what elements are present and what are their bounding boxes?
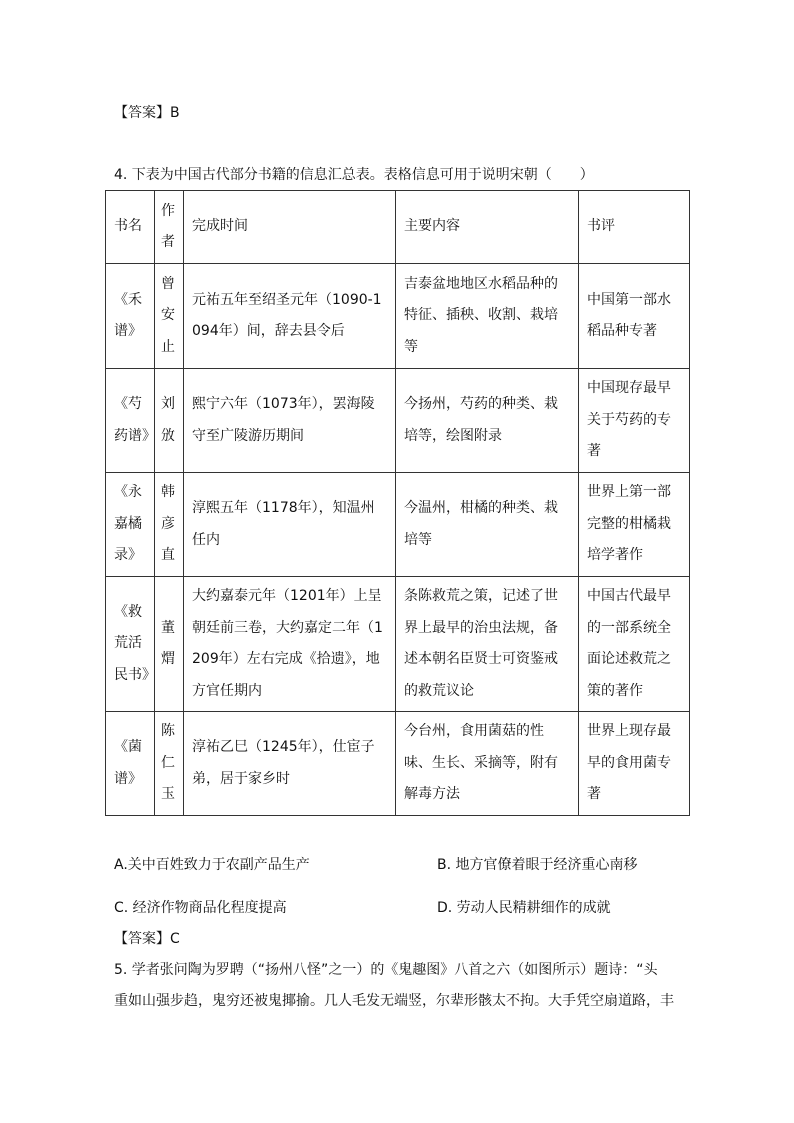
header-cell: 主要内容: [396, 191, 579, 264]
book-info-table: [105, 190, 690, 816]
book-title-cell: 《禾谱》: [106, 264, 155, 369]
author-cell: 陈仁玉: [155, 712, 184, 816]
content-cell: 条陈救荒之策，记述了世界上最早的治虫法规，备述本朝名臣贤士可资鉴戒的救荒议论: [396, 577, 579, 712]
header-cell: 书名: [106, 191, 155, 264]
table-row: [106, 369, 690, 473]
table-row: [106, 264, 690, 369]
content-cell: 吉泰盆地地区水稻品种的特征、插秧、收割、栽培等: [396, 264, 579, 369]
question-5-line-2: 重如山强步趋，鬼穷还被鬼揶揄。几人毛发无端竖，尔辈形骸太不拘。大手凭空扇道路，丰: [114, 993, 674, 1009]
review-cell: 中国现存最早关于芍药的专著: [579, 369, 690, 473]
book-title-cell: 《永嘉橘录》: [106, 473, 155, 577]
answer-value: C: [170, 931, 180, 947]
question-5-line-1: 5. 学者张问陶为罗聘（“扬州八怪”之一）的《鬼趣图》八首之六（如图所示）题诗：“头: [114, 962, 658, 978]
review-cell: 世界上第一部完整的柑橘栽培学著作: [579, 473, 690, 577]
book-title-cell: 《救荒活民书》: [106, 577, 155, 712]
author-cell: 董煟: [155, 577, 184, 712]
option-c: C. 经济作物商品化程度提高: [114, 900, 287, 916]
content-cell: 今温州，柑橘的种类、栽培等: [396, 473, 579, 577]
book-title-cell: 《芍药谱》: [106, 369, 155, 473]
header-cell: 作者: [155, 191, 184, 264]
author-cell: 曾安止: [155, 264, 184, 369]
time-cell: 元祐五年至绍圣元年（1090-1094年）间，辞去县令后: [184, 264, 396, 369]
content-cell: 今扬州，芍药的种类、栽培等，绘图附录: [396, 369, 579, 473]
author-cell: 刘攽: [155, 369, 184, 473]
header-cell: 书评: [579, 191, 690, 264]
time-cell: 熙宁六年（1073年），罢海陵守至广陵游历期间: [184, 369, 396, 473]
time-cell: 淳祐乙巳（1245年），仕宦子弟，居于家乡时: [184, 712, 396, 816]
answer-tag: 【答案】: [114, 105, 170, 121]
previous-answer: [114, 103, 180, 123]
time-cell: 大约嘉泰元年（1201年）上呈朝廷前三卷，大约嘉定二年（1209年）左右完成《拾遗》，地方官任期内: [184, 577, 396, 712]
answer-tag: 【答案】: [114, 931, 170, 947]
review-cell: 世界上现存最早的食用菌专著: [579, 712, 690, 816]
question-4-answer: [114, 929, 180, 949]
table-row: [106, 577, 690, 712]
table-row: [106, 473, 690, 577]
option-a: A.关中百姓致力于农副产品生产: [114, 857, 310, 873]
book-title-cell: 《菌谱》: [106, 712, 155, 816]
review-cell: 中国第一部水稻品种专著: [579, 264, 690, 369]
review-cell: 中国古代最早的一部系统全面论述救荒之策的著作: [579, 577, 690, 712]
content-cell: 今台州，食用菌菇的性味、生长、采摘等，附有解毒方法: [396, 712, 579, 816]
answer-value: B: [170, 105, 180, 121]
author-cell: 韩彦直: [155, 473, 184, 577]
table-row: [106, 712, 690, 816]
time-cell: 淳熙五年（1178年），知温州任内: [184, 473, 396, 577]
table-header-row: [106, 191, 690, 264]
header-cell: 完成时间: [184, 191, 396, 264]
option-d: D. 劳动人民精耕细作的成就: [437, 900, 611, 916]
question-4-stem: 4. 下表为中国古代部分书籍的信息汇总表。表格信息可用于说明宋朝（ ）: [114, 167, 594, 183]
option-b: B. 地方官僚着眼于经济重心南移: [437, 857, 638, 873]
